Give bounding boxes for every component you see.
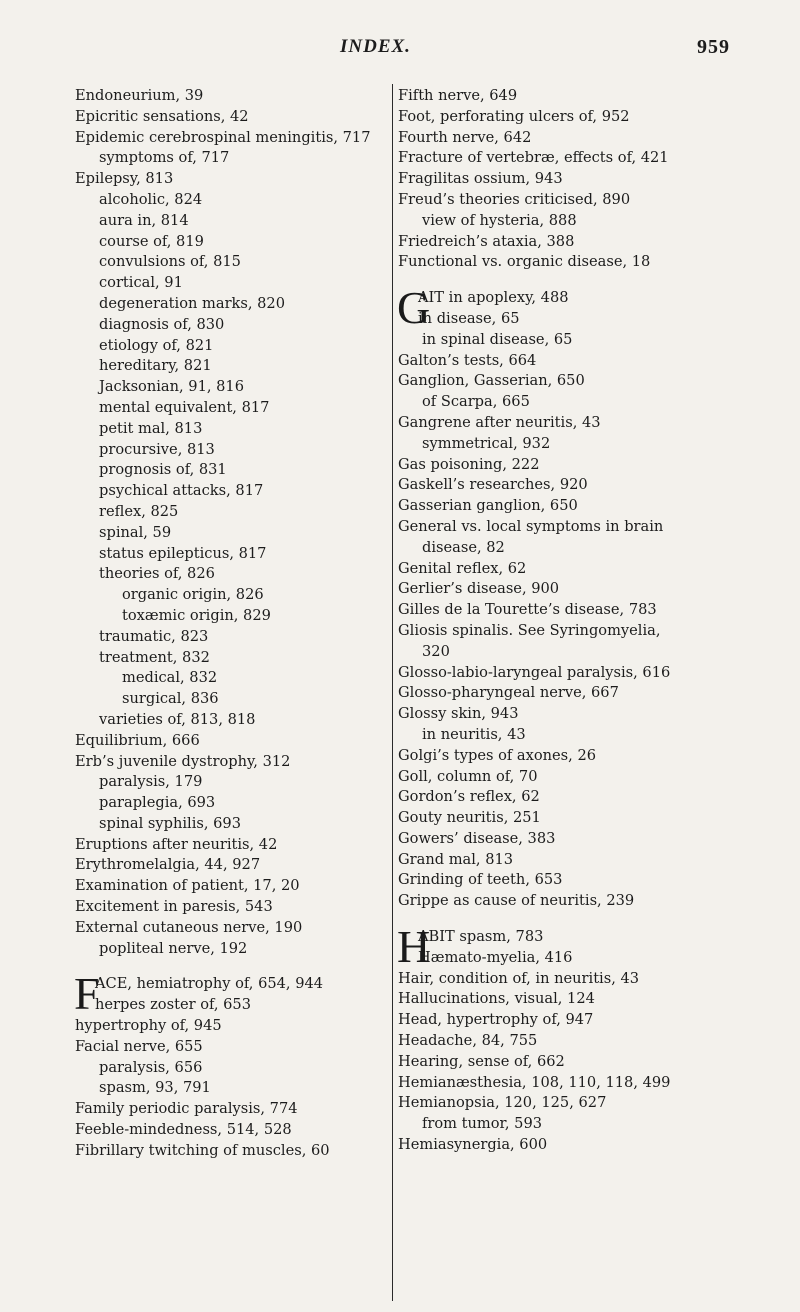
index-entry: disease, 82 bbox=[422, 538, 505, 556]
index-entry: Headache, 84, 755 bbox=[398, 1032, 538, 1050]
index-entry: status epilepticus, 817 bbox=[99, 544, 267, 562]
index-entry: reflex, 825 bbox=[99, 502, 179, 520]
index-entry: Head, hypertrophy of, 947 bbox=[398, 1011, 594, 1029]
index-entry: paraplegia, 693 bbox=[99, 794, 216, 812]
section-gap bbox=[75, 959, 387, 974]
index-entry: Hearing, sense of, 662 bbox=[398, 1052, 565, 1070]
index-entry: Hallucinations, visual, 124 bbox=[398, 990, 595, 1008]
page-number: 959 bbox=[697, 36, 730, 58]
index-entry: spasm, 93, 791 bbox=[99, 1079, 211, 1097]
index-entry: in disease, 65 bbox=[418, 309, 520, 327]
index-entry: mental equivalent, 817 bbox=[99, 398, 270, 416]
section-gap bbox=[398, 273, 743, 288]
index-entry: procursive, 813 bbox=[99, 440, 215, 458]
right-column bbox=[398, 86, 743, 1156]
index-entry: organic origin, 826 bbox=[122, 586, 264, 604]
index-entry: paralysis, 179 bbox=[99, 773, 203, 791]
section-f bbox=[74, 968, 387, 1020]
index-entry: Glosso-pharyngeal nerve, 667 bbox=[398, 684, 619, 702]
index-entry: etiology of, 821 bbox=[99, 336, 214, 354]
index-entry: Eruptions after neuritis, 42 bbox=[75, 835, 278, 853]
index-entry: Examination of patient, 17, 20 bbox=[75, 877, 300, 895]
index-entry: hereditary, 821 bbox=[99, 357, 212, 375]
index-entry: degeneration marks, 820 bbox=[99, 294, 286, 312]
index-entry: spinal, 59 bbox=[99, 523, 172, 541]
index-entry: Gliosis spinalis. See Syringomyelia, bbox=[398, 621, 661, 639]
index-entry: Gordon’s reflex, 62 bbox=[398, 788, 540, 806]
index-entry: medical, 832 bbox=[122, 669, 218, 687]
index-entry: Erythromelalgia, 44, 927 bbox=[75, 856, 261, 874]
left-entries bbox=[75, 86, 387, 959]
index-entry: popliteal nerve, 192 bbox=[99, 939, 248, 957]
index-entry: convulsions of, 815 bbox=[99, 253, 241, 271]
section-gap bbox=[398, 912, 743, 927]
index-entry: ACE, hemiatrophy of, 654, 944 bbox=[95, 975, 324, 993]
index-entry: aura in, 814 bbox=[99, 211, 189, 229]
index-entry: Gouty neuritis, 251 bbox=[398, 809, 541, 827]
index-entry: Fracture of vertebræ, effects of, 421 bbox=[398, 149, 669, 167]
index-entry: Fibrillary twitching of muscles, 60 bbox=[75, 1141, 330, 1159]
index-entry: in spinal disease, 65 bbox=[422, 330, 573, 348]
index-entry: psychical attacks, 817 bbox=[99, 482, 264, 500]
index-entry: Grippe as cause of neuritis, 239 bbox=[398, 892, 635, 910]
index-entry: Fifth nerve, 649 bbox=[398, 87, 518, 104]
index-entry: paralysis, 656 bbox=[99, 1058, 203, 1076]
index-entry: Epidemic cerebrospinal meningitis, 717 bbox=[75, 128, 371, 146]
index-entry: of Scarpa, 665 bbox=[422, 393, 530, 411]
section-h bbox=[397, 921, 743, 973]
section-g bbox=[397, 282, 743, 334]
index-entry: from tumor, 593 bbox=[422, 1115, 543, 1133]
index-entry: hypertrophy of, 945 bbox=[75, 1017, 222, 1035]
index-entry: External cutaneous nerve, 190 bbox=[75, 918, 303, 936]
index-entry: Grand mal, 813 bbox=[398, 850, 514, 868]
index-entry: Endoneurium, 39 bbox=[75, 87, 204, 104]
index-entry: Freud’s theories criticised, 890 bbox=[398, 190, 631, 208]
index-entry: Feeble-mindedness, 514, 528 bbox=[75, 1121, 292, 1139]
dropcap-f: F bbox=[74, 968, 100, 1020]
index-entry: Grinding of teeth, 653 bbox=[398, 871, 563, 889]
page-header bbox=[0, 36, 800, 66]
index-entry: Functional vs. organic disease, 18 bbox=[398, 253, 651, 271]
index-entry: theories of, 826 bbox=[99, 565, 215, 583]
index-entry: Fragilitas ossium, 943 bbox=[398, 170, 563, 188]
index-entry: Erb’s juvenile dystrophy, 312 bbox=[75, 752, 291, 770]
index-entry: Hemianopsia, 120, 125, 627 bbox=[398, 1094, 607, 1112]
dropcap-h: H bbox=[397, 921, 431, 973]
index-entry: AIT in apoplexy, 488 bbox=[418, 289, 569, 307]
index-entry: prognosis of, 831 bbox=[99, 461, 227, 479]
dropcap-g: G bbox=[397, 282, 431, 334]
column-divider bbox=[392, 84, 393, 1301]
index-entry: Gerlier’s disease, 900 bbox=[398, 580, 560, 598]
index-entry: Gas poisoning, 222 bbox=[398, 455, 540, 473]
index-entry: toxæmic origin, 829 bbox=[122, 606, 271, 624]
section-g-entries bbox=[398, 330, 743, 912]
index-entry: ABIT spasm, 783 bbox=[418, 928, 544, 946]
index-entry: Galton’s tests, 664 bbox=[398, 351, 537, 369]
index-entry: General vs. local symptoms in brain bbox=[398, 517, 664, 535]
index-entry: Golgi’s types of axones, 26 bbox=[398, 746, 597, 764]
index-entry: Glossy skin, 943 bbox=[398, 705, 519, 723]
index-entry: surgical, 836 bbox=[122, 690, 219, 708]
index-entry: symptoms of, 717 bbox=[99, 149, 230, 167]
index-entry: Epicritic sensations, 42 bbox=[75, 107, 249, 125]
index-entry: Hæmato-myelia, 416 bbox=[418, 948, 573, 966]
index-entry: Genital reflex, 62 bbox=[398, 559, 527, 577]
index-entry: Gilles de la Tourette’s disease, 783 bbox=[398, 601, 657, 619]
index-entry: spinal syphilis, 693 bbox=[99, 814, 242, 832]
index-entry: 320 bbox=[422, 642, 450, 660]
index-entry: course of, 819 bbox=[99, 232, 204, 250]
index-entry: Fourth nerve, 642 bbox=[398, 128, 532, 146]
index-entry: varieties of, 813, 818 bbox=[99, 710, 256, 728]
index-entry: Hair, condition of, in neuritis, 43 bbox=[398, 969, 640, 987]
index-entry: Ganglion, Gasserian, 650 bbox=[398, 372, 585, 390]
section-h-entries bbox=[398, 969, 743, 1156]
index-entry: petit mal, 813 bbox=[99, 419, 203, 437]
index-entry: in neuritis, 43 bbox=[422, 725, 526, 743]
index-entry: Hemianæsthesia, 108, 110, 118, 499 bbox=[398, 1073, 671, 1091]
running-head: INDEX. bbox=[340, 36, 411, 57]
index-entry: Hemiasynergia, 600 bbox=[398, 1136, 548, 1154]
index-entry: alcoholic, 824 bbox=[99, 190, 203, 208]
index-entry: Goll, column of, 70 bbox=[398, 767, 538, 785]
index-entry: Foot, perforating ulcers of, 952 bbox=[398, 107, 630, 125]
index-entry: herpes zoster of, 653 bbox=[95, 996, 251, 1014]
section-f-entries bbox=[75, 1016, 387, 1162]
index-entry: cortical, 91 bbox=[99, 274, 183, 292]
right-entries bbox=[398, 86, 743, 273]
index-entry: Excitement in paresis, 543 bbox=[75, 898, 273, 916]
index-entry: symmetrical, 932 bbox=[422, 434, 551, 452]
index-entry: Gasserian ganglion, 650 bbox=[398, 497, 578, 515]
index-entry: view of hysteria, 888 bbox=[422, 211, 577, 229]
index-entry: Friedreich’s ataxia, 388 bbox=[398, 232, 575, 250]
index-entry: Equilibrium, 666 bbox=[75, 731, 200, 749]
index-entry: Glosso-labio-laryngeal paralysis, 616 bbox=[398, 663, 671, 681]
index-entry: Gowers’ disease, 383 bbox=[398, 829, 556, 847]
left-column bbox=[75, 86, 387, 1162]
index-entry: Gangrene after neuritis, 43 bbox=[398, 413, 601, 431]
index-entry: treatment, 832 bbox=[99, 648, 210, 666]
index-entry: Gaskell’s researches, 920 bbox=[398, 476, 588, 494]
index-entry: Epilepsy, 813 bbox=[75, 170, 174, 188]
index-entry: Facial nerve, 655 bbox=[75, 1037, 203, 1055]
index-entry: diagnosis of, 830 bbox=[99, 315, 225, 333]
index-entry: Jacksonian, 91, 816 bbox=[99, 378, 244, 396]
index-entry: traumatic, 823 bbox=[99, 627, 209, 645]
index-entry: Family periodic paralysis, 774 bbox=[75, 1100, 298, 1118]
